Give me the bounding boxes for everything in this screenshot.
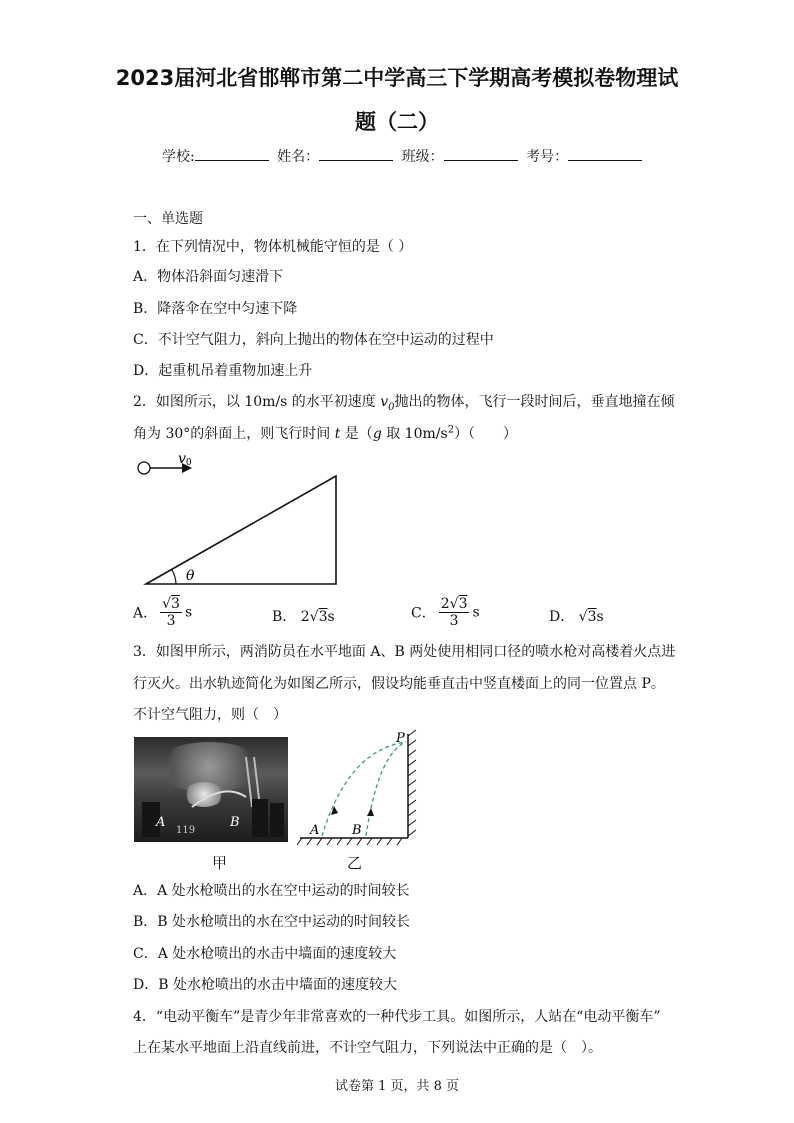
name-blank[interactable] [319,148,393,161]
q4-stem-line2: 上在某水平地面上沿直线前进，不计空气阻力，下列说法中正确的是（ ）。 [133,1040,602,1056]
q2-stem-line2: 角为 30°的斜面上，则飞行时间 t 是（g 取 $10m/s^2$）（ ） [133,424,518,442]
wall-hatching [408,730,416,836]
trajectory-b [366,742,406,836]
school-label: 学校: [162,149,195,165]
q3-option-b: B．B 处水枪喷出的水在空中运动的时间较长 [133,914,411,930]
label-a: A [310,823,320,838]
q1-stem: 1．在下列情况中，物体机械能守恒的是（ ） [133,239,413,255]
photo-label-119: 119 [176,825,196,836]
caption-jia: 甲 [212,854,228,872]
caption-yi: 乙 [347,854,363,872]
q3-option-a: A．A 处水枪喷出的水在空中运动的时间较长 [133,883,410,899]
class-blank[interactable] [444,148,518,161]
exam-number-label: 考号： [526,149,569,165]
class-label: 班级： [401,149,444,165]
q2-options [133,596,693,636]
q2-incline-figure [130,448,350,593]
incline-triangle [146,476,336,584]
q2-option-c: C． $\frac{2√3}{3}$ s [411,596,480,629]
page-footer: 试卷第 1 页，共 8 页 [334,1079,460,1094]
q2-stem-line1: 2．如图所示，以 10m/s 的水平初速度 $v_0$抛出的物体，飞行一段时间后，垂直地撞在倾 [133,394,675,413]
arrow-b [367,808,374,816]
q3-option-d: D．B 处水枪喷出的水击中墙面的速度较大 [133,977,397,993]
q3-stem-line1: 3．如图甲所示，两消防员在水平地面 A、B 两处使用相同口径的喷水枪对高楼着火点进 [133,644,676,660]
q1-option-c: C．不计空气阻力，斜向上抛出的物体在空中运动的过程中 [133,332,494,348]
q1-option-a: A．物体沿斜面匀速滑下 [133,269,284,285]
q1-option-d: D．起重机吊着重物加速上升 [133,363,313,379]
ground-hatching [297,838,402,845]
name-label: 姓名： [277,149,320,165]
angle-label: θ [186,568,195,584]
velocity-label: v0 [178,451,192,468]
q2-option-b: B． 2√3s [272,609,335,625]
label-p: P [396,731,405,746]
firefighter-photo [134,737,288,842]
projectile-ball [138,462,150,474]
q3-trajectory-diagram [296,728,422,850]
section-heading: 一、单选题 [133,211,203,227]
trajectory-a [322,742,406,836]
student-info-fields [162,146,646,166]
exam-title-line2: 题（二） [355,110,439,134]
q2-option-a: A． $\frac{√3}{3}$ s [133,596,193,629]
exam-number-blank[interactable] [568,148,642,161]
q1-option-b: B．降落伞在空中匀速下降 [133,301,298,317]
photo-label-b: B [230,815,240,830]
q3-stem-line2: 行灭火。出水轨迹简化为如图乙所示，假设均能垂直击中竖直楼面上的同一位置点 P。 [133,676,665,692]
angle-arc [172,570,176,584]
school-blank[interactable] [195,148,269,161]
q2-option-d: D． √3s [549,609,604,625]
q4-stem-line1: 4．“电动平衡车”是青少年非常喜欢的一种代步工具。如图所示，人站在“电动平衡车” [133,1009,661,1025]
label-b: B [352,823,362,838]
photo-label-a: A [156,815,166,830]
q3-option-c: C．A 处水枪喷出的水击中墙面的速度较大 [133,946,397,962]
exam-title-line1: 2023届河北省邯郸市第二中学高三下学期高考模拟卷物理试 [115,66,679,90]
q3-stem-line3: 不计空气阻力，则（ ） [133,707,287,723]
